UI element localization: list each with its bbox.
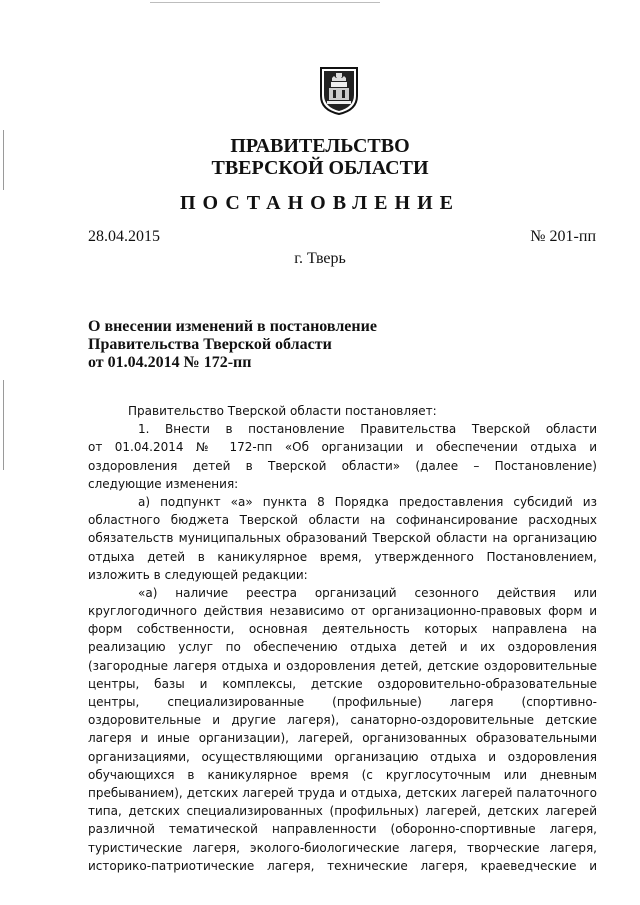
body-line: пребыванием), детских лагерей труда и отдыха, детских лагерей палаточного	[88, 785, 597, 800]
body-line: обучающихся в каникулярное время (с круглосуточным или дневным	[88, 767, 597, 782]
body-line: туристические лагеря, эколого-биологические лагеря, творческие лагеря,	[88, 840, 597, 855]
body-line: центры, специализированные (профильные) лагеря (спортивно-	[88, 695, 597, 709]
body-line: оздоровительные и другие лагеря), санаторно-оздоровительные детские	[88, 713, 597, 728]
body-line: «а) наличие реестра организаций сезонного действия или	[138, 585, 597, 600]
body-line: от 01.04.2014 № 172-пп «Об организации и обеспечении отдыха и	[88, 440, 597, 455]
coat-of-arms-icon	[319, 66, 359, 116]
body-line: отдыха детей в каникулярное время, утвержденного Постановлением,	[88, 549, 597, 564]
body-line: оздоровления детей в Тверской области» (далее – Постановление)	[88, 458, 597, 473]
body-line: а) подпункт «а» пункта 8 Порядка предоставления субсидий из	[138, 494, 597, 509]
body-line: центры, базы и комплексы, детские оздоровительно-образовательные	[88, 676, 597, 691]
body-line: следующие изменения:	[88, 476, 239, 491]
document-date: 28.04.2015	[88, 228, 160, 245]
scan-edge-mark	[3, 380, 4, 470]
document-city: г. Тверь	[294, 250, 346, 267]
body-line: различной тематической направленности (оборонно-спортивные лагеря,	[88, 822, 597, 837]
title-line: ПРАВИТЕЛЬСТВО	[230, 135, 410, 157]
subject-line: О внесении изменений в постановление	[88, 318, 377, 335]
body-line: историко-патриотические лагеря, технические лагеря, краеведческие и	[88, 858, 597, 873]
document-subject	[88, 318, 377, 372]
body-line: изложить в следующей редакции:	[88, 567, 308, 582]
government-title	[0, 135, 640, 179]
body-line: (загородные лагеря отдыха и оздоровления детей, детские оздоровительные	[88, 658, 597, 673]
scan-top-line	[150, 2, 380, 3]
subject-line: Правительства Тверской области	[88, 336, 332, 353]
body-line: форм собственности, основная деятельность которых направлена на	[88, 622, 597, 637]
document-type-heading: ПОСТАНОВЛЕНИЕ	[180, 192, 460, 214]
body-line: типа, детских специализированных (профильных) лагерей, детских лагерей	[88, 804, 597, 819]
body-line: круглогодичного действия независимо от организационно-правовых форм и	[88, 604, 597, 619]
body-line: организациями, осуществляющими организацию отдыха и оздоровления	[88, 749, 597, 764]
body-line: Правительство Тверской области постановляет:	[128, 404, 437, 418]
body-line: обязательств муниципальных образований Тверской области на организацию	[88, 531, 597, 546]
body-line: областного бюджета Тверской области на софинансирование расходных	[88, 513, 597, 528]
body-line: лагеря и иные организации), лагерей, организованных образовательными	[88, 731, 597, 746]
subject-line: от 01.04.2014 № 172-пп	[88, 354, 252, 371]
body-line: реализацию услуг по обеспечению отдыха детей и их оздоровления	[88, 640, 597, 655]
document-body	[88, 402, 597, 875]
document-number: № 201-пп	[530, 228, 596, 245]
body-line: 1. Внести в постановление Правительства Тверской области	[138, 422, 597, 437]
title-line: ТВЕРСКОЙ ОБЛАСТИ	[211, 157, 429, 179]
